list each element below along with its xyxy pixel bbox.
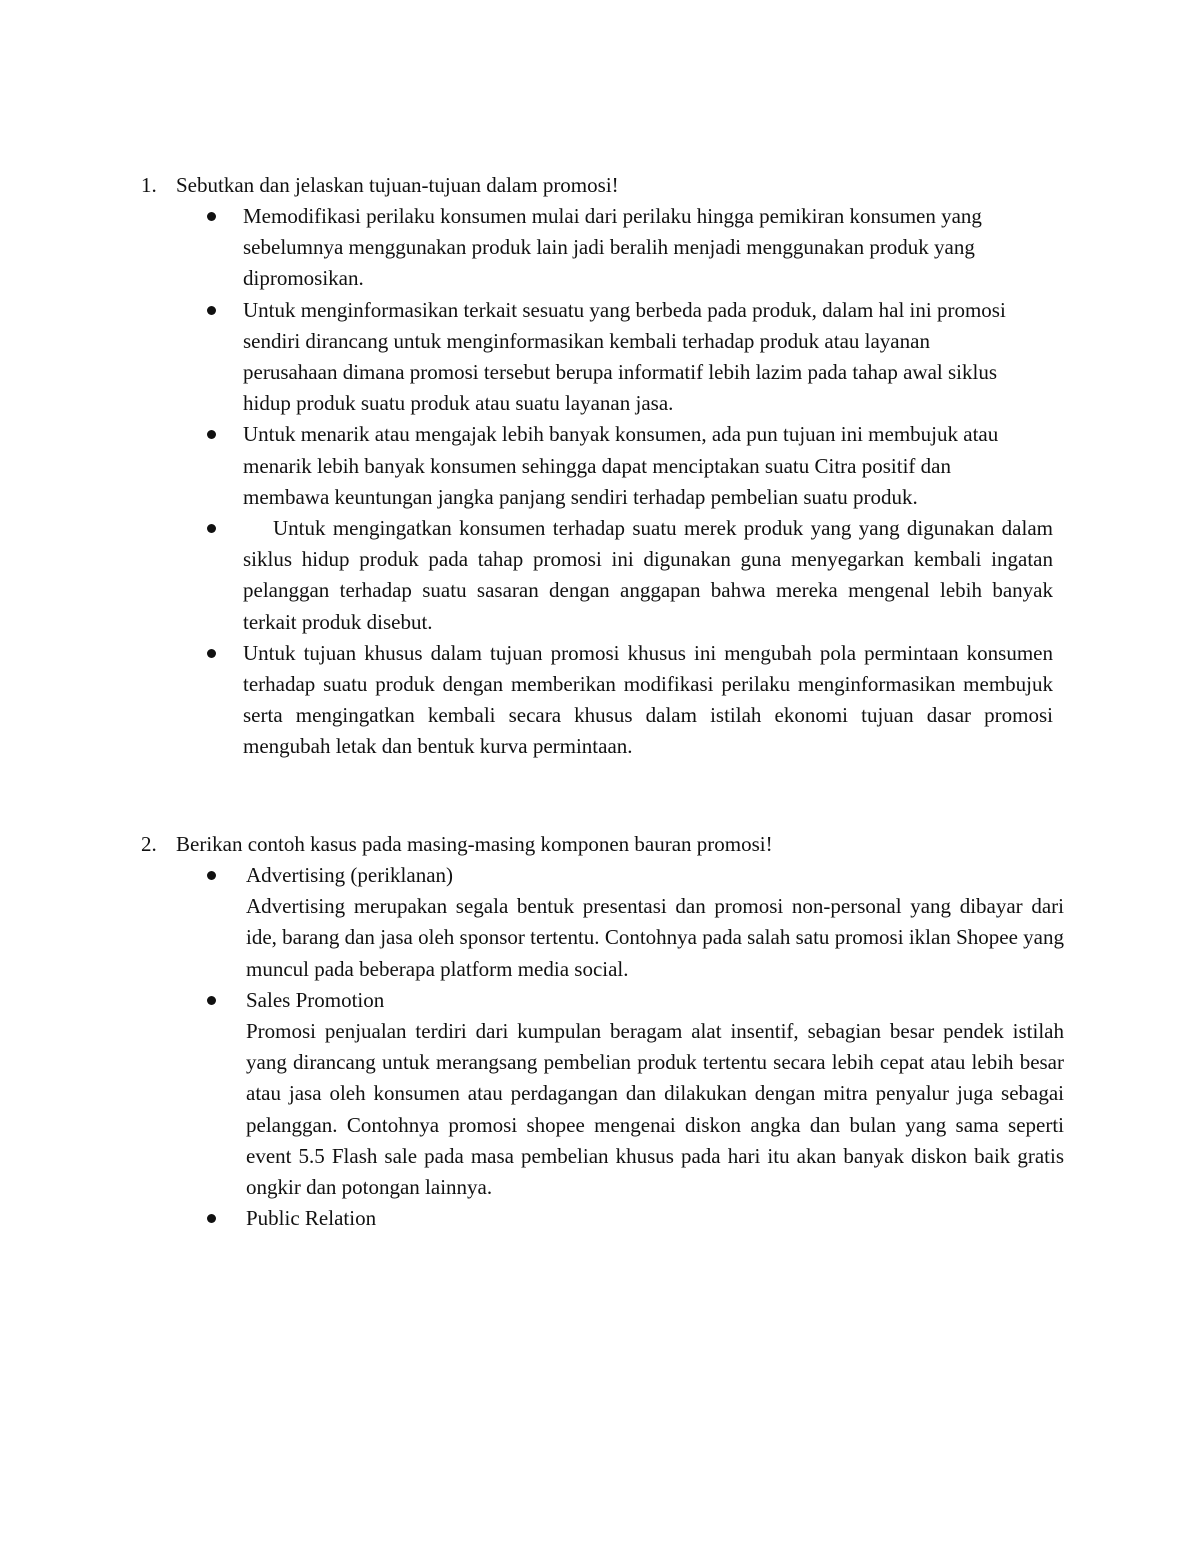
question-1-list: [141, 201, 1053, 763]
list-item-heading: Advertising (periklanan): [246, 863, 454, 887]
bullet-icon: [207, 524, 216, 533]
list-item: [141, 985, 1064, 1203]
question-2-heading: [141, 829, 1061, 860]
bullet-icon: [207, 430, 216, 439]
list-item-text: Untuk menginformasikan terkait sesuatu yang berbeda pada produk, dalam hal ini promosi sendiri dirancang untuk menginformasikan kembali terhadap produk atau layanan perusahaan dimana promosi tersebut berupa informatif lebih lazim pada tahap awal siklus hidup produk suatu produk atau suatu layanan jasa.: [243, 297, 1006, 416]
bullet-icon: [207, 871, 216, 880]
bullet-icon: [207, 212, 216, 221]
question-2-title: Berikan contoh kasus pada masing-masing komponen bauran promosi!: [176, 832, 773, 856]
list-item: [141, 295, 1021, 420]
bullet-icon: [207, 996, 216, 1005]
list-item: [141, 638, 1053, 763]
list-item-text: Untuk menarik atau mengajak lebih banyak konsumen, ada pun tujuan ini membujuk atau menarik lebih banyak konsumen sehingga dapat menciptakan suatu Citra positif dan membawa keuntungan jangka panjang sendiri terhadap pembelian suatu produk.: [243, 422, 999, 509]
list-item-body: Advertising merupakan segala bentuk presentasi dan promosi non-personal yang dibayar dari ide, barang dan jasa oleh sponsor tertentu. Contohnya pada salah satu promosi iklan Shopee yang muncul pada beberapa platform media social.: [246, 894, 1064, 981]
list-item: [141, 201, 1021, 295]
list-item-text: Memodifikasi perilaku konsumen mulai dari perilaku hingga pemikiran konsumen yang sebelumnya menggunakan produk lain jadi beralih menjadi menggunakan produk yang dipromosikan.: [243, 204, 982, 291]
list-item-heading: Public Relation: [246, 1206, 377, 1231]
list-item-heading: Sales Promotion: [246, 987, 385, 1012]
list-item-body: Promosi penjualan terdiri dari kumpulan beragam alat insentif, sebagian besar pendek istilah yang dirancang untuk merangsang pembelian produk tertentu secara lebih cepat atau lebih besar atau jasa oleh konsumen atau perdagangan dan dilakukan dengan mitra penyalur juga sebagai pelanggan. Contohnya promosi shopee mengenai diskon angka dan bulan yang sama seperti event 5.5 Flash sale pada masa pembelian khusus pada hari itu akan banyak diskon baik gratis ongkir dan potongan lainnya.: [246, 1019, 1064, 1200]
list-item: [141, 860, 1064, 985]
bullet-icon: [207, 649, 216, 658]
question-1-title: Sebutkan dan jelaskan tujuan-tujuan dalam promosi!: [176, 173, 619, 197]
list-item: [141, 513, 1053, 638]
question-2-list: [141, 860, 1064, 1234]
question-1-heading: [141, 170, 1021, 201]
question-1: [141, 170, 1053, 763]
question-1-number: 1.: [141, 173, 157, 197]
question-2: [141, 829, 1064, 1234]
list-item: [141, 419, 1021, 513]
bullet-icon: [207, 306, 216, 315]
list-item-text: Untuk tujuan khusus dalam tujuan promosi khusus ini mengubah pola permintaan konsumen terhadap suatu produk dengan memberikan modifikasi perilaku menginformasikan membujuk serta mengingatkan kembali secara khusus dalam istilah ekonomi tujuan dasar promosi mengubah letak dan bentuk kurva permintaan.: [243, 640, 1053, 759]
question-2-number: 2.: [141, 832, 157, 856]
list-item-text: Untuk mengingatkan konsumen terhadap suatu merek produk yang yang digunakan dalam siklus hidup produk pada tahap promosi ini digunakan guna menyegarkan kembali ingatan pelanggan terhadap suatu sasaran dengan anggapan bahwa mereka mengenal lebih banyak terkait produk disebut.: [243, 516, 1053, 634]
list-item: [141, 1203, 1064, 1234]
bullet-icon: [207, 1214, 216, 1223]
